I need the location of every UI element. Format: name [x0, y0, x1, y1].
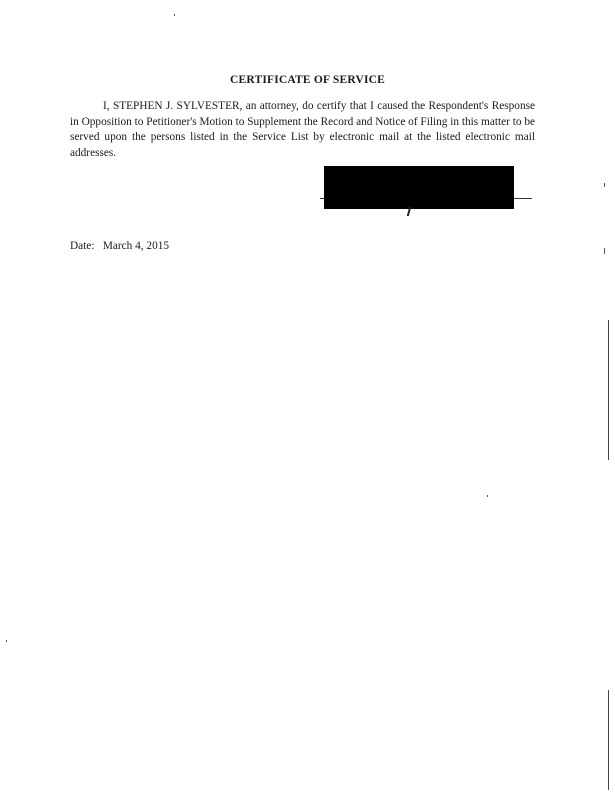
certificate-body: I, STEPHEN J. SYLVESTER, an attorney, do certify that I caused the Respondent's Response in Opposition to Petitioner's Motion to Supplement the Record and Notice of Filing in this matter to be served upon the persons listed in the Service List by electronic mail at the listed electronic mail addresses.: [70, 100, 535, 159]
scan-edge-line: [608, 320, 609, 460]
scan-speck: [6, 640, 7, 642]
scan-edge-line: [608, 690, 609, 790]
scan-speck: [604, 248, 605, 254]
scan-speck: [174, 14, 175, 16]
page-title: CERTIFICATE OF SERVICE: [229, 74, 386, 86]
scan-speck: [487, 495, 488, 497]
date-label: Date:: [70, 240, 95, 252]
date-value: March 4, 2015: [102, 240, 170, 252]
date-row: [70, 240, 169, 252]
signature-block: [320, 165, 532, 220]
scan-speck: [604, 183, 605, 187]
redacted-signature: [324, 166, 514, 209]
